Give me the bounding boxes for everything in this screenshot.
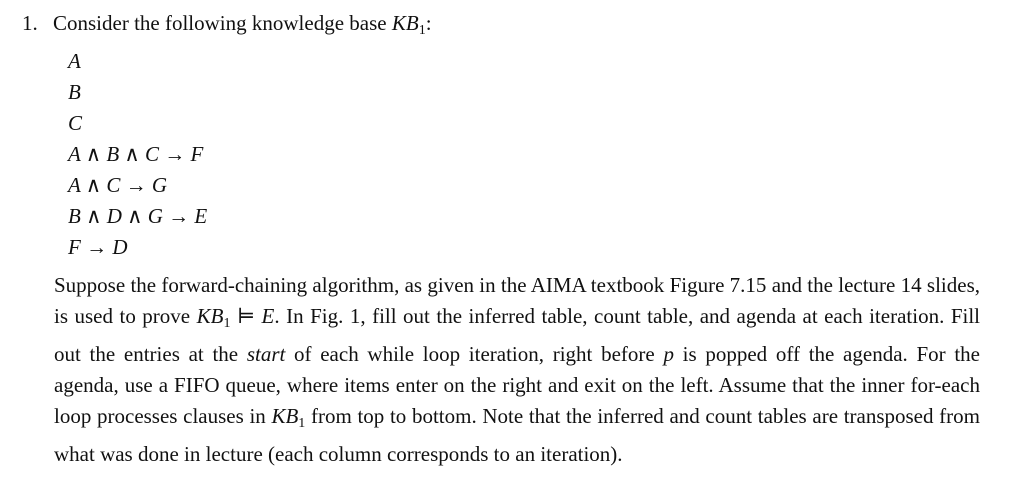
- question-colon: :: [425, 11, 432, 35]
- kb-clause: A ∧ C → G: [68, 173, 167, 197]
- kb-symbol: KB: [391, 11, 419, 35]
- kb-subscript: 1: [298, 416, 306, 431]
- kb-clause: B: [68, 80, 81, 104]
- start-emphasis: start: [246, 342, 286, 366]
- kb-clause: C: [68, 111, 83, 135]
- kb-clause: A: [68, 49, 81, 73]
- question-number: 1.: [22, 11, 38, 35]
- instructions-paragraph: [54, 270, 980, 470]
- para-text-2: . In Fig. 1, fill out the inferred table, count table, and agenda at each iteration. Fill out the entries at the: [54, 304, 980, 366]
- kb-clause: F → D: [68, 235, 128, 259]
- para-text-3: of each while loop iteration, right before: [285, 342, 664, 366]
- kb-symbol: KB: [196, 304, 224, 328]
- para-text-5: from top to bottom. Note that the inferred and count tables are transposed from what was done in lecture (each column corresponds to an iteration).: [54, 404, 980, 466]
- question-heading: [22, 8, 432, 46]
- para-text-1: Suppose the forward-chaining algorithm, as given in the AIMA textbook Figure 7.15 and the lecture 14 slides, is used to prove: [54, 273, 980, 328]
- kb-subscript: 1: [418, 23, 426, 38]
- question-intro: Consider the following knowledge base: [53, 11, 392, 35]
- para-text-4: is popped off the agenda. For the agenda, use a FIFO queue, where items enter on the right and exit on the left. Assume that the inner for-each loop processes clauses in: [54, 342, 981, 428]
- kb-symbol: KB: [271, 404, 299, 428]
- p-symbol: p: [663, 342, 674, 366]
- kb-clause: B ∧ D ∧ G → E: [68, 204, 208, 228]
- goal-symbol: E: [261, 304, 275, 328]
- knowledge-base-list: [68, 46, 207, 263]
- kb-subscript: 1: [223, 316, 231, 331]
- kb-clause: A ∧ B ∧ C → F: [68, 142, 204, 166]
- entails-symbol: ⊨: [230, 304, 262, 328]
